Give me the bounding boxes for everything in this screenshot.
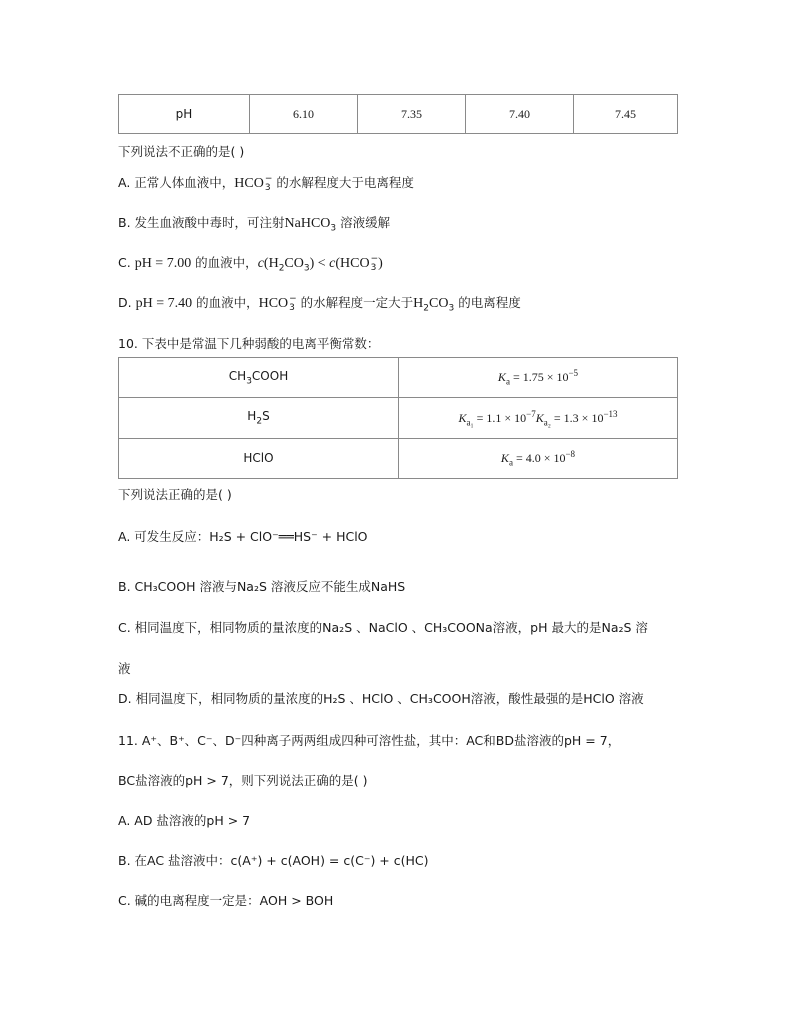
ph-value-cell: 6.10: [250, 95, 358, 134]
ka-cell: $K_a = 4.0 \times 10^{-8}$: [399, 438, 678, 478]
ph-label-cell: pH: [119, 95, 250, 134]
table-row: [119, 438, 678, 478]
q9-prompt: 下列说法不正确的是( ): [118, 144, 245, 159]
ph-value-cell: 7.35: [358, 95, 466, 134]
ka-cell: $K_a = 1.75 \times 10^{-5}$: [399, 358, 678, 398]
ka-cell: $K_{a_1} = 1.1 \times 10^{-7}K_{a_2} = 1.3 \times 10^{-13}$: [399, 398, 678, 438]
q11-stem-2: BC盐溶液的pH > 7，则下列说法正确的是( ): [118, 773, 368, 788]
q10-option-d: D. 相同温度下，相同物质的量浓度的H₂S 、HClO 、CH₃COOH溶液，酸性最强的是HClO 溶液: [118, 691, 644, 706]
q9-option-c: C. pH = 7.00 的血液中，$c(H_2CO_3) < c(HCO$ − 3 ): [118, 253, 383, 274]
q11-option-a: A. AD 盐溶液的pH > 7: [118, 813, 251, 828]
acid-cell: $H_2S$: [119, 398, 399, 438]
q11-option-b: B. 在AC 盐溶液中：c(A⁺) + c(AOH) = c(C⁻) + c(HC): [118, 853, 429, 868]
acid-cell: $CH_3COOH$: [119, 358, 399, 398]
ph-value-cell: 7.40: [466, 95, 574, 134]
ph-value-cell: 7.45: [574, 95, 678, 134]
acid-cell: HClO: [119, 438, 399, 478]
q9-option-a: A. 正常人体血液中，HCO − 3 的水解程度大于电离程度: [118, 173, 414, 193]
q11-option-c: C. 碱的电离程度一定是：AOH > BOH: [118, 893, 334, 908]
q10-option-b: B. CH₃COOH 溶液与Na₂S 溶液反应不能生成NaHS: [118, 579, 406, 594]
q9-option-d: D. pH = 7.40 的血液中，HCO − 3 的水解程度一定大于$H_2CO_3$ 的电离程度: [118, 293, 521, 314]
ka-table: [118, 357, 678, 479]
ph-table: [118, 94, 678, 134]
q9-option-b: B. 发生血液酸中毒时，可注射NaHCO$_3$ 溶液缓解: [118, 215, 391, 234]
q10-option-c: C. 相同温度下，相同物质的量浓度的Na₂S 、NaClO 、CH₃COONa溶液，pH 最大的是Na₂S 溶: [118, 620, 648, 635]
q10-prompt: 10. 下表中是常温下几种弱酸的电离平衡常数：: [118, 336, 380, 351]
table-row: [119, 358, 678, 398]
q10-option-a: A. 可发生反应：H₂S + ClO⁻══HS⁻ + HClO: [118, 529, 368, 544]
q10-prompt-2: 下列说法正确的是( ): [118, 487, 232, 502]
q11-stem-1: 11. A⁺、B⁺、C⁻、D⁻四种离子两两组成四种可溶性盐，其中：AC和BD盐溶液的pH = 7，: [118, 733, 621, 748]
table-row: [119, 398, 678, 438]
table-row: [119, 95, 678, 134]
q10-option-c-cont: 液: [118, 661, 131, 676]
